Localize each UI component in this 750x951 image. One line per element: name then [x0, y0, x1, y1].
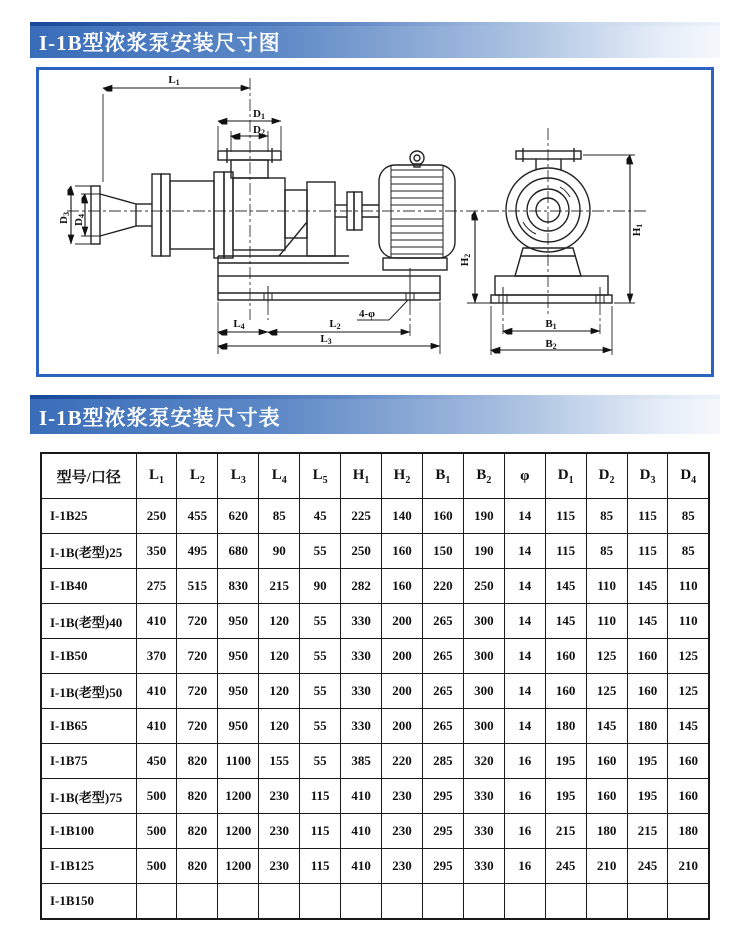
label-B1: B1	[545, 318, 557, 331]
model-cell: I-1B150	[41, 884, 136, 920]
value-cell: 275	[136, 569, 177, 604]
value-cell: 125	[586, 639, 627, 674]
value-cell: 350	[136, 534, 177, 569]
label-H1: H1	[631, 223, 644, 237]
value-cell: 190	[463, 499, 504, 534]
value-cell: 820	[177, 814, 218, 849]
value-cell: 45	[300, 499, 341, 534]
value-cell: 295	[422, 849, 463, 884]
dimension-table	[40, 452, 710, 920]
table-row	[41, 499, 709, 534]
col-header-L5: $L_5$	[300, 453, 341, 499]
value-cell: 680	[218, 534, 259, 569]
model-cell: I-1B(老型)50	[41, 674, 136, 709]
value-cell: 720	[177, 604, 218, 639]
value-cell: 180	[586, 814, 627, 849]
value-cell: 55	[300, 534, 341, 569]
value-cell: 245	[627, 849, 668, 884]
value-cell: 85	[668, 499, 709, 534]
value-cell: 145	[627, 604, 668, 639]
value-cell	[463, 884, 504, 920]
col-header-H2: $H_2$	[382, 453, 423, 499]
value-cell: 330	[341, 709, 382, 744]
value-cell	[586, 884, 627, 920]
table-row	[41, 674, 709, 709]
value-cell: 950	[218, 604, 259, 639]
value-cell: 330	[341, 604, 382, 639]
value-cell: 160	[545, 674, 586, 709]
col-header-phi: φ	[504, 453, 545, 499]
value-cell: 410	[136, 709, 177, 744]
label-D3: D3	[58, 212, 71, 224]
table-row	[41, 884, 709, 920]
value-cell: 295	[422, 779, 463, 814]
value-cell: 85	[586, 499, 627, 534]
value-cell	[259, 884, 300, 920]
value-cell: 195	[545, 744, 586, 779]
value-cell: 145	[545, 604, 586, 639]
model-cell: I-1B50	[41, 639, 136, 674]
value-cell: 720	[177, 639, 218, 674]
value-cell: 285	[422, 744, 463, 779]
table-row	[41, 569, 709, 604]
model-cell: I-1B40	[41, 569, 136, 604]
value-cell: 160	[586, 744, 627, 779]
header-bar	[30, 26, 720, 58]
label-D1: D1	[253, 108, 265, 121]
value-cell: 500	[136, 779, 177, 814]
value-cell: 282	[341, 569, 382, 604]
col-header-D1: $D_1$	[545, 453, 586, 499]
value-cell: 820	[177, 849, 218, 884]
value-cell: 85	[259, 499, 300, 534]
col-header-H1: $H_1$	[341, 453, 382, 499]
model-cell: I-1B(老型)25	[41, 534, 136, 569]
label-D2: D2	[253, 124, 265, 137]
value-cell	[504, 884, 545, 920]
value-cell: 495	[177, 534, 218, 569]
value-cell: 110	[668, 604, 709, 639]
pump-dimension-diagram	[36, 67, 714, 377]
value-cell: 160	[382, 534, 423, 569]
value-cell: 55	[300, 639, 341, 674]
value-cell: 500	[136, 814, 177, 849]
value-cell: 330	[341, 674, 382, 709]
value-cell	[177, 884, 218, 920]
col-header-L4: $L_4$	[259, 453, 300, 499]
label-D4: D4	[73, 214, 86, 226]
label-H2: H2	[459, 253, 472, 267]
value-cell: 230	[382, 779, 423, 814]
model-cell: I-1B65	[41, 709, 136, 744]
value-cell: 230	[259, 779, 300, 814]
value-cell: 215	[627, 814, 668, 849]
table-row	[41, 709, 709, 744]
value-cell: 385	[341, 744, 382, 779]
col-header-L2: $L_2$	[177, 453, 218, 499]
value-cell: 230	[259, 849, 300, 884]
value-cell: 265	[422, 604, 463, 639]
model-cell: I-1B125	[41, 849, 136, 884]
value-cell	[422, 884, 463, 920]
value-cell: 110	[668, 569, 709, 604]
value-cell: 1200	[218, 814, 259, 849]
value-cell: 85	[586, 534, 627, 569]
value-cell: 300	[463, 639, 504, 674]
label-L2: L2	[329, 318, 341, 331]
motor-feet	[383, 258, 447, 270]
value-cell: 450	[136, 744, 177, 779]
pump-body	[170, 181, 214, 249]
suction-flange	[91, 186, 100, 244]
value-cell	[382, 884, 423, 920]
value-cell: 265	[422, 709, 463, 744]
value-cell: 195	[545, 779, 586, 814]
model-cell: I-1B(老型)75	[41, 779, 136, 814]
value-cell: 125	[586, 674, 627, 709]
value-cell: 330	[341, 639, 382, 674]
value-cell: 180	[627, 709, 668, 744]
col-header-model: 型号/口径	[41, 453, 136, 499]
value-cell: 120	[259, 674, 300, 709]
front-discharge-flange	[516, 151, 581, 159]
value-cell: 115	[300, 779, 341, 814]
value-cell: 950	[218, 709, 259, 744]
value-cell: 16	[504, 779, 545, 814]
discharge-stem	[231, 160, 268, 178]
value-cell: 215	[259, 569, 300, 604]
value-cell: 250	[463, 569, 504, 604]
value-cell: 115	[627, 499, 668, 534]
value-cell: 820	[177, 744, 218, 779]
value-cell: 410	[136, 604, 177, 639]
value-cell: 160	[627, 639, 668, 674]
value-cell: 330	[463, 814, 504, 849]
value-cell: 230	[382, 849, 423, 884]
value-cell: 455	[177, 499, 218, 534]
col-header-L1: $L_1$	[136, 453, 177, 499]
col-header-D2: $D_2$	[586, 453, 627, 499]
value-cell: 110	[586, 604, 627, 639]
label-B2: B2	[545, 338, 557, 351]
value-cell: 220	[382, 744, 423, 779]
value-cell	[341, 884, 382, 920]
value-cell: 160	[586, 779, 627, 814]
value-cell: 85	[668, 534, 709, 569]
value-cell: 210	[668, 849, 709, 884]
col-header-L3: $L_3$	[218, 453, 259, 499]
diagram-section-header	[30, 22, 720, 58]
value-cell: 250	[136, 499, 177, 534]
value-cell: 16	[504, 814, 545, 849]
value-cell: 150	[422, 534, 463, 569]
value-cell: 190	[463, 534, 504, 569]
value-cell: 14	[504, 674, 545, 709]
table-body	[41, 499, 709, 920]
value-cell: 195	[627, 779, 668, 814]
value-cell: 115	[545, 499, 586, 534]
value-cell: 410	[136, 674, 177, 709]
pump-drawing	[39, 70, 711, 374]
value-cell: 120	[259, 709, 300, 744]
value-cell: 180	[668, 814, 709, 849]
value-cell: 120	[259, 639, 300, 674]
eye-bolt-icon	[410, 151, 424, 165]
value-cell: 145	[545, 569, 586, 604]
value-cell: 90	[300, 569, 341, 604]
label-L4: L4	[233, 318, 245, 331]
value-cell: 500	[136, 849, 177, 884]
value-cell: 14	[504, 569, 545, 604]
label-L3: L3	[320, 333, 332, 346]
table-row	[41, 534, 709, 569]
bearing-bracket	[307, 182, 335, 256]
value-cell: 125	[668, 674, 709, 709]
baseplate	[218, 276, 440, 300]
value-cell: 1100	[218, 744, 259, 779]
value-cell: 120	[259, 604, 300, 639]
label-L1: L1	[168, 74, 180, 87]
value-cell: 160	[668, 779, 709, 814]
value-cell: 145	[627, 569, 668, 604]
value-cell: 55	[300, 709, 341, 744]
value-cell: 180	[545, 709, 586, 744]
col-header-D3: $D_3$	[627, 453, 668, 499]
pump-head	[233, 178, 285, 250]
value-cell: 140	[382, 499, 423, 534]
value-cell: 125	[668, 639, 709, 674]
value-cell: 200	[382, 639, 423, 674]
table-header-row	[41, 453, 709, 499]
model-cell: I-1B25	[41, 499, 136, 534]
value-cell: 155	[259, 744, 300, 779]
value-cell: 265	[422, 639, 463, 674]
value-cell: 160	[382, 569, 423, 604]
table-row	[41, 779, 709, 814]
value-cell: 300	[463, 674, 504, 709]
table-row	[41, 639, 709, 674]
value-cell: 720	[177, 709, 218, 744]
value-cell: 720	[177, 674, 218, 709]
model-cell: I-1B75	[41, 744, 136, 779]
value-cell: 830	[218, 569, 259, 604]
value-cell: 210	[586, 849, 627, 884]
value-cell: 14	[504, 639, 545, 674]
value-cell: 200	[382, 604, 423, 639]
table-section-header	[30, 395, 720, 434]
value-cell: 145	[586, 709, 627, 744]
value-cell: 220	[422, 569, 463, 604]
table-title: I-1B型浓浆泵安装尺寸表	[39, 405, 281, 430]
header-bar	[30, 399, 720, 434]
value-cell: 160	[422, 499, 463, 534]
value-cell	[545, 884, 586, 920]
motor-fins	[391, 170, 443, 254]
value-cell: 16	[504, 744, 545, 779]
front-base	[495, 276, 608, 295]
value-cell: 515	[177, 569, 218, 604]
col-header-D4: $D_4$	[668, 453, 709, 499]
value-cell: 410	[341, 814, 382, 849]
value-cell: 115	[627, 534, 668, 569]
value-cell: 16	[504, 849, 545, 884]
value-cell: 115	[545, 534, 586, 569]
value-cell: 14	[504, 534, 545, 569]
value-cell: 820	[177, 779, 218, 814]
value-cell: 300	[463, 604, 504, 639]
value-cell	[627, 884, 668, 920]
value-cell: 950	[218, 639, 259, 674]
value-cell: 295	[422, 814, 463, 849]
value-cell: 14	[504, 709, 545, 744]
value-cell: 265	[422, 674, 463, 709]
value-cell: 14	[504, 604, 545, 639]
value-cell: 245	[545, 849, 586, 884]
value-cell: 215	[545, 814, 586, 849]
table-row	[41, 604, 709, 639]
value-cell: 115	[300, 849, 341, 884]
diagram-title: I-1B型浓浆泵安装尺寸图	[39, 31, 281, 55]
model-cell: I-1B100	[41, 814, 136, 849]
table-row	[41, 849, 709, 884]
value-cell: 320	[463, 744, 504, 779]
value-cell: 145	[668, 709, 709, 744]
value-cell	[668, 884, 709, 920]
value-cell: 200	[382, 674, 423, 709]
table-row	[41, 814, 709, 849]
model-cell: I-1B(老型)40	[41, 604, 136, 639]
value-cell: 110	[586, 569, 627, 604]
value-cell: 950	[218, 674, 259, 709]
value-cell: 410	[341, 849, 382, 884]
value-cell	[218, 884, 259, 920]
value-cell: 230	[259, 814, 300, 849]
value-cell: 55	[300, 604, 341, 639]
bolt-hole-label: 4-φ	[359, 308, 376, 320]
value-cell: 160	[668, 744, 709, 779]
value-cell: 300	[463, 709, 504, 744]
col-header-B2: $B_2$	[463, 453, 504, 499]
value-cell: 90	[259, 534, 300, 569]
motor	[379, 165, 455, 258]
value-cell	[136, 884, 177, 920]
value-cell: 195	[627, 744, 668, 779]
value-cell: 160	[627, 674, 668, 709]
value-cell: 330	[463, 779, 504, 814]
value-cell: 160	[545, 639, 586, 674]
value-cell: 620	[218, 499, 259, 534]
value-cell: 1200	[218, 779, 259, 814]
value-cell: 330	[463, 849, 504, 884]
value-cell: 200	[382, 709, 423, 744]
value-cell: 14	[504, 499, 545, 534]
value-cell: 250	[341, 534, 382, 569]
value-cell: 225	[341, 499, 382, 534]
value-cell: 410	[341, 779, 382, 814]
value-cell: 1200	[218, 849, 259, 884]
value-cell: 230	[382, 814, 423, 849]
value-cell: 115	[300, 814, 341, 849]
value-cell: 55	[300, 744, 341, 779]
col-header-B1: $B_1$	[422, 453, 463, 499]
table-row	[41, 744, 709, 779]
value-cell	[300, 884, 341, 920]
value-cell: 370	[136, 639, 177, 674]
value-cell: 55	[300, 674, 341, 709]
